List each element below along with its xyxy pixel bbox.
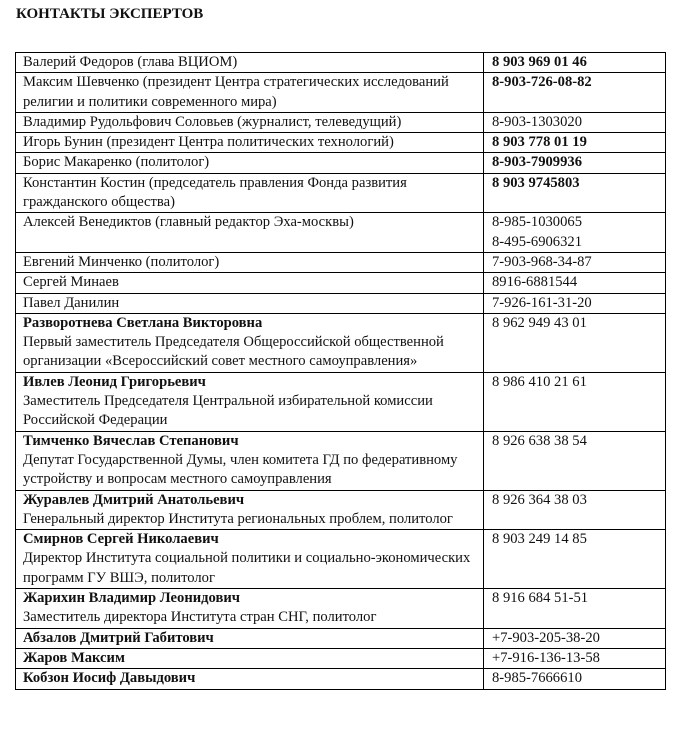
- contact-phone-cell: [484, 273, 666, 293]
- table-row: [16, 490, 666, 530]
- contact-name-cell: [16, 530, 484, 589]
- contact-phone: 8-985-7666610: [492, 670, 582, 687]
- contact-name: Максим Шевченко (президент Центра стратегических исследований религии и политики современного мира): [23, 74, 449, 110]
- contact-name: Разворотнева Светлана Викторовна: [23, 314, 263, 331]
- contact-description: Заместитель Председателя Центральной избирательной комиссии Российской Федерации: [23, 393, 433, 429]
- contact-phone-cell: [484, 490, 666, 530]
- contact-phone: 8 903 778 01 19: [492, 134, 587, 151]
- contact-phone: 8-903-7909936: [492, 154, 582, 171]
- contact-description: Депутат Государственной Думы, член комитета ГД по федеративному устройству и вопросам местного самоуправления: [23, 451, 458, 488]
- contact-phone: 8 903 9745803: [492, 174, 580, 191]
- contacts-table: [15, 52, 666, 690]
- table-row: [16, 530, 666, 589]
- contact-name-cell: [16, 669, 484, 689]
- contact-name: Абзалов Дмитрий Габитович: [23, 629, 214, 646]
- contact-name: Смирнов Сергей Николаевич: [23, 531, 219, 548]
- contact-name-cell: [16, 173, 484, 213]
- contact-name: Валерий Федоров (глава ВЦИОМ): [23, 54, 238, 70]
- contact-phone-cell: [484, 628, 666, 648]
- contact-phone: 8 903 969 01 46: [492, 54, 587, 70]
- contact-description: Директор Института социальной политики и социально-экономических программ ГУ ВШЭ, политолог: [23, 550, 471, 586]
- contact-name-cell: [16, 213, 484, 253]
- contact-name-cell: [16, 313, 484, 372]
- contact-name: Жаров Максим: [23, 649, 125, 666]
- table-row: [16, 589, 666, 629]
- contact-phone-cell: [484, 173, 666, 213]
- contact-name-cell: [16, 293, 484, 313]
- contact-phone: 8 926 638 38 54: [492, 432, 587, 449]
- contact-name: Борис Макаренко (политолог): [23, 154, 210, 171]
- contact-name-cell: [16, 53, 484, 73]
- table-row: [16, 273, 666, 293]
- contact-phone-cell: [484, 73, 666, 113]
- contact-name: Жарихин Владимир Леонидович: [23, 590, 240, 607]
- table-row: [16, 153, 666, 173]
- contact-phone: +7-916-136-13-58: [492, 649, 600, 666]
- contact-name: Константин Костин (председатель правления Фонда развития гражданского общества): [23, 174, 407, 211]
- contact-name: Сергей Минаев: [23, 274, 119, 291]
- contact-name-cell: [16, 372, 484, 431]
- contact-name: Алексей Венедиктов (главный редактор Эха-москвы): [23, 214, 354, 231]
- table-row: [16, 112, 666, 132]
- contact-phone-cell: [484, 153, 666, 173]
- table-row: [16, 669, 666, 689]
- contact-name-cell: [16, 431, 484, 490]
- contact-name-cell: [16, 273, 484, 293]
- contact-name: Журавлев Дмитрий Анатольевич: [23, 491, 245, 508]
- contact-phone-cell: [484, 589, 666, 629]
- contact-description: Заместитель директора Института стран СНГ, политолог: [23, 609, 377, 626]
- contact-name: Игорь Бунин (президент Центра политических технологий): [23, 134, 394, 151]
- contact-name: Владимир Рудольфович Соловьев (журналист, телеведущий): [23, 113, 402, 130]
- contact-name: Ивлев Леонид Григорьевич: [23, 373, 206, 390]
- contact-phone-cell: [484, 293, 666, 313]
- contact-name-cell: [16, 648, 484, 668]
- contact-phone: 8-903-1303020: [492, 113, 582, 130]
- contact-phone-cell: [484, 213, 666, 253]
- contact-phone-cell: [484, 648, 666, 668]
- table-row: [16, 372, 666, 431]
- contact-name-cell: [16, 112, 484, 132]
- contact-name: Кобзон Иосиф Давыдович: [23, 670, 196, 687]
- contact-name-cell: [16, 73, 484, 113]
- contact-phone-cell: [484, 313, 666, 372]
- table-row: [16, 133, 666, 153]
- contact-name-cell: [16, 628, 484, 648]
- contact-name: Павел Данилин: [23, 294, 120, 311]
- contact-phone: 8-495-6906321: [492, 233, 582, 250]
- table-row: [16, 628, 666, 648]
- contact-name-cell: [16, 252, 484, 272]
- table-row: [16, 73, 666, 113]
- table-row: [16, 53, 666, 73]
- contact-name: Тимченко Вячеслав Степанович: [23, 432, 239, 449]
- contact-description: Генеральный директор Института региональных проблем, политолог: [23, 510, 453, 527]
- contact-phone: 8-985-1030065: [492, 214, 582, 231]
- contact-name-cell: [16, 589, 484, 629]
- contact-name-cell: [16, 133, 484, 153]
- table-row: [16, 313, 666, 372]
- contact-phone-cell: [484, 372, 666, 431]
- contact-phone: 8 962 949 43 01: [492, 314, 587, 331]
- contact-phone-cell: [484, 530, 666, 589]
- table-row: [16, 173, 666, 213]
- contact-phone: 7-926-161-31-20: [492, 294, 592, 311]
- table-row: [16, 252, 666, 272]
- contact-phone: 8 903 249 14 85: [492, 531, 587, 548]
- contact-name: Евгений Минченко (политолог): [23, 253, 220, 270]
- table-row: [16, 648, 666, 668]
- contact-phone: 8 926 364 38 03: [492, 491, 587, 508]
- contact-phone: 8-903-726-08-82: [492, 74, 592, 91]
- contact-phone-cell: [484, 53, 666, 73]
- contact-phone: 8 916 684 51-51: [492, 590, 589, 607]
- contact-phone: 8 986 410 21 61: [492, 373, 587, 390]
- table-row: [16, 293, 666, 313]
- contact-name-cell: [16, 153, 484, 173]
- contact-phone: +7-903-205-38-20: [492, 629, 600, 646]
- table-row: [16, 431, 666, 490]
- contact-phone-cell: [484, 112, 666, 132]
- contact-phone-cell: [484, 252, 666, 272]
- contact-phone-cell: [484, 669, 666, 689]
- contact-name-cell: [16, 490, 484, 530]
- contact-phone-cell: [484, 431, 666, 490]
- contact-phone: 8916-6881544: [492, 274, 578, 291]
- table-row: [16, 213, 666, 253]
- page-title: КОНТАКТЫ ЭКСПЕРТОВ: [16, 6, 204, 22]
- contact-description: Первый заместитель Председателя Общероссийской общественной организации «Всероссийский совет местного самоуправления»: [23, 334, 444, 370]
- contact-phone: 7-903-968-34-87: [492, 253, 592, 270]
- contact-phone-cell: [484, 133, 666, 153]
